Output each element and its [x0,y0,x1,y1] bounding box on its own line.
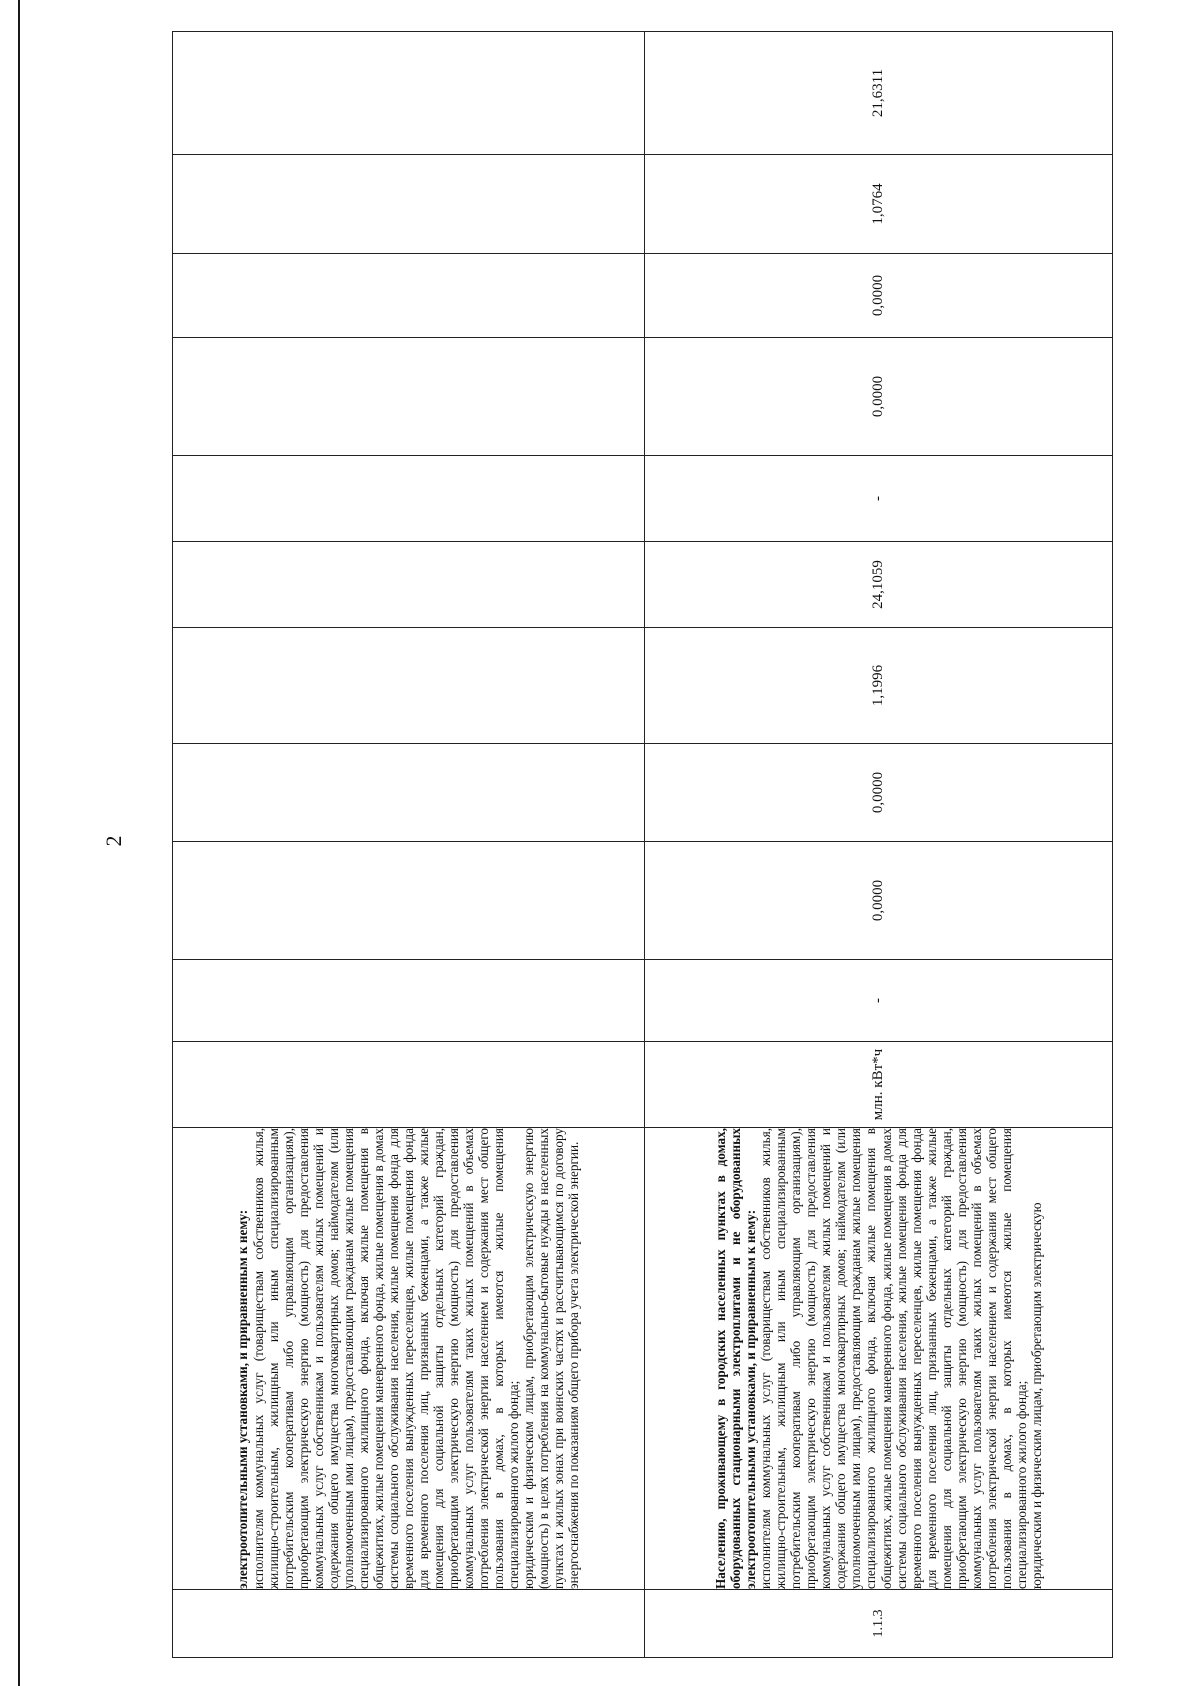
value-cell: 24,1059 [645,542,1113,628]
value-cell: 0,0000 [645,254,1113,338]
value-cell [173,628,645,744]
page-number: 2 [101,835,126,847]
page-edge-line [18,0,20,1686]
row-number: 1.1.3 [645,1590,1113,1658]
value-cell: 0,0000 [645,842,1113,960]
value-cell [173,254,645,338]
value-cell: 0,0000 [645,338,1113,456]
value-cell [173,338,645,456]
value-cell: - [645,960,1113,1042]
value-cell: 21,6311 [645,32,1113,155]
value-cell [173,155,645,254]
value-cell [173,456,645,542]
value-cell: 1,0764 [645,155,1113,254]
description-lead: Населению, проживающему в городских населенных пунктах в домах, оборудованных стационарными электроплитами и не оборудованных электроотопительными установками, и приравненным к нему: [712,1128,759,1589]
value-cell: 0,0000 [645,744,1113,842]
row-description [645,1128,1113,1590]
table-row [173,32,645,1658]
row-number [173,1590,645,1658]
value-cell: - [645,456,1113,542]
row-description [173,1128,645,1590]
description-lead: электроотопительными установками, и приравненным к нему: [235,1209,251,1589]
description-paragraph: исполнителям коммунальных услуг (товариществам собственников жилья, жилищно-строительным, жилищным или иным специализированным потребительским кооперативам либо управляющим организациям), приобретающим электрическую энергию (мощность) для предоставления коммунальных услуг собственникам и пользователям жилых помещений и содержания общего имущества многоквартирных домов; наймодателям (или уполномоченным ими лицам), предоставляющим гражданам жилые помещения специализированного жилищного фонда, включая жилые помещения в общежитиях, жилые помещения маневренного фонда, жилые помещения в домах системы социального обслуживания населения, жилые помещения фонда для временного поселения вынужденных переселенцев, жилые помещения фонда для временного поселения лиц, признанных беженцами, а также жилые помещения для социальной защиты отдельных категорий граждан, приобретающим электрическую энергию (мощность) для предоставления коммунальных услуг пользователям таких жилых помещений в объемах потребления электрической энергии населением и содержания мест общего пользования в домах, в которых имеются жилые помещения специализированного жилого фонда; [250,1128,522,1589]
value-cell [173,542,645,628]
description-paragraph: исполнителям коммунальных услуг (товариществам собственников жилья, жилищно-строительным, жилищным или иным специализированным потребительским кооперативам либо управляющим организациям), приобретающим электрическую энергию (мощность) для предоставления коммунальных услуг собственникам и пользователям жилых помещений и содержания общего имущества многоквартирных домов; наймодателям (или уполномоченным ими лицам), предоставляющим гражданам жилые помещения специализированного жилищного фонда, включая жилые помещения в общежитиях, жилые помещения маневренного фонда, жилые помещения в домах системы социального обслуживания населения, жилые помещения фонда для временного поселения вынужденных переселенцев, жилые помещения фонда для временного поселения лиц, признанных беженцами, а также жилые помещения для социальной защиты отдельных категорий граждан, приобретающим электрическую энергию (мощность) для предоставления коммунальных услуг пользователям таких жилых помещений в объемах потребления электрической энергии населением и содержания мест общего пользования в домах, в которых имеются жилые помещения специализированного жилого фонда; [758,1128,1029,1589]
value-cell: 1,1996 [645,628,1113,744]
value-cell [173,960,645,1042]
tariff-table [172,31,1113,1658]
value-cell [173,842,645,960]
value-cell [173,32,645,155]
description-paragraph: юридическим и физическим лицам, приобретающим электрическую [1028,1202,1044,1589]
unit-cell: млн. кВт*ч [645,1042,1113,1128]
unit-cell [173,1042,645,1128]
value-cell [173,744,645,842]
description-paragraph: юридическим и физическим лицам, приобретающим электрическую энергию (мощность) в целях потребления на коммунально-бытовые нужды в населенных пунктах и жилых зонах при воинских частях и рассчитывающимся по договору энергоснабжения по показаниям общего прибора учета электрической энергии. [521,1128,582,1589]
table-row [645,32,1113,1658]
tariff-table-rotated [172,32,1112,1658]
